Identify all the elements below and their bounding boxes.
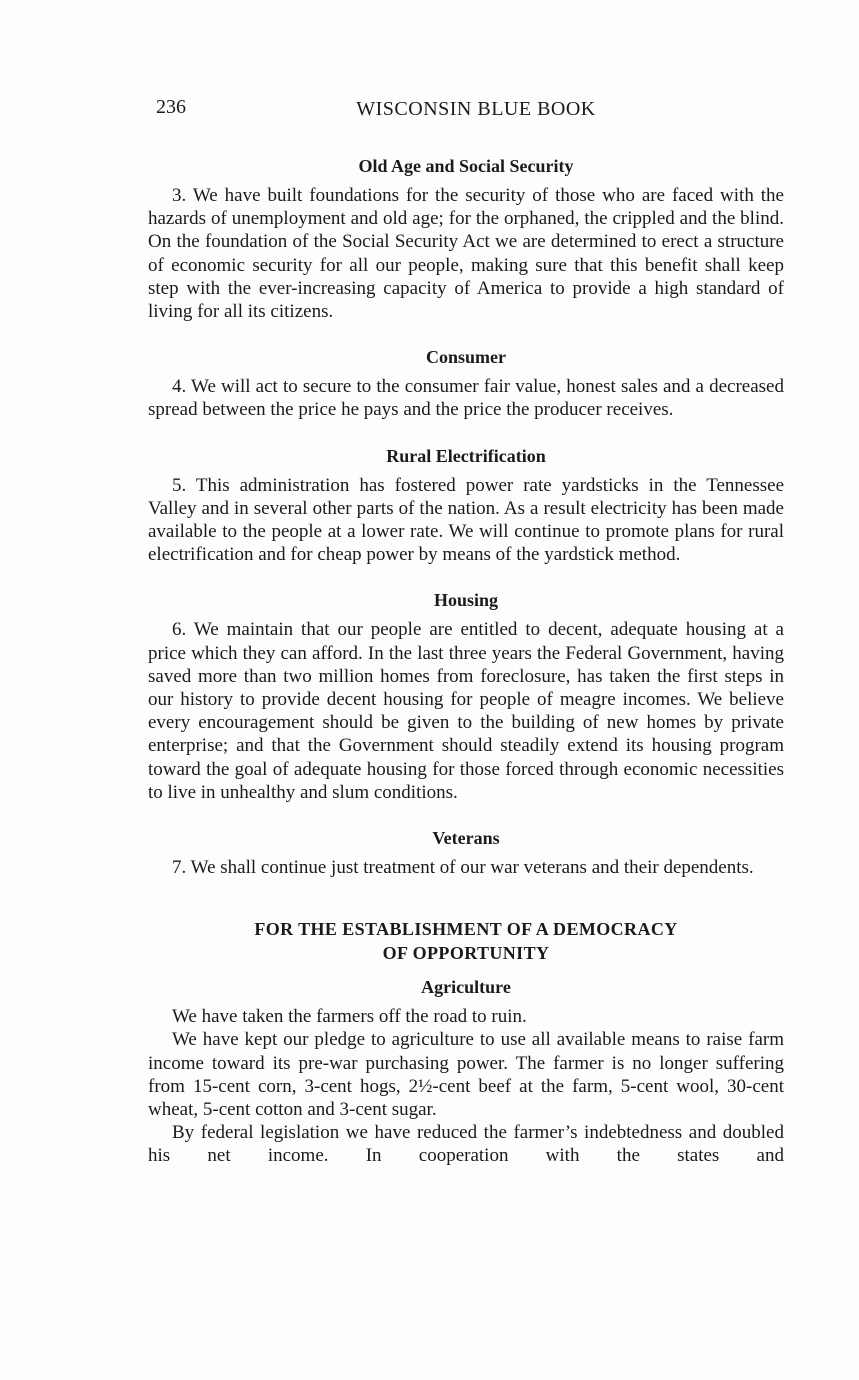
document-page <box>148 96 784 1168</box>
major-heading <box>148 917 784 965</box>
running-title: WISCONSIN BLUE BOOK <box>356 98 596 120</box>
running-head <box>148 96 784 126</box>
paragraph-rural-electrification: 5. This administration has fostered power rate yardsticks in the Tennessee Valley and in several other parts of the nation. As a result electricity has been made available to the people at a lower rate. We will continue to promote plans for rural electrification and for cheap power by means of the yardstick method. <box>148 474 784 566</box>
section-heading-veterans: Veterans <box>432 828 500 849</box>
paragraph-agriculture-1: We have taken the farmers off the road to ruin. <box>172 1006 527 1028</box>
paragraph-veterans: 7. We shall continue just treatment of our war veterans and their dependents. <box>172 857 754 879</box>
page-number: 236 <box>156 96 186 118</box>
section-heading-agriculture: Agriculture <box>421 977 511 998</box>
major-heading-line-2: OF OPPORTUNITY <box>382 943 550 964</box>
paragraph-agriculture-3: By federal legislation we have reduced the farmer’s indebtedness and doubled his net income. In cooperation with the states and <box>148 1122 784 1167</box>
paragraph-old-age: 3. We have built foundations for the security of those who are faced with the hazards of unemployment and old age; for the orphaned, the crippled and the blind. On the foundation of the Social Security Act we are determined to erect a structure of economic security for all our people, making sure that this benefit shall keep step with the ever-increasing capacity of America to provide a high standard of living for all its citizens. <box>148 185 784 323</box>
paragraph-consumer: 4. We will act to secure to the consumer fair value, honest sales and a decreased spread between the price he pays and the price the producer receives. <box>148 376 784 421</box>
section-heading-housing: Housing <box>433 590 499 611</box>
paragraph-agriculture-2: We have kept our pledge to agriculture to use all available means to raise farm income toward its pre-war purchasing power. The farmer is no longer suffering from 15-cent corn, 3-cent hogs, 2½-cent beef at the farm, 5-cent wool, 30-cent wheat, 5-cent cotton and 3-cent sugar. <box>148 1029 784 1121</box>
section-heading-old-age: Old Age and Social Security <box>358 156 574 176</box>
section-heading-rural-electrification: Rural Electrification <box>386 445 546 466</box>
section-heading-consumer: Consumer <box>426 347 506 368</box>
paragraph-housing: 6. We maintain that our people are entitled to decent, adequate housing at a price which they can afford. In the last three years the Federal Government, having saved more than two million homes from foreclosure, has taken the first steps in our history to provide decent housing for people of meagre incomes. We believe every encouragement should be given to the building of new homes by private enterprise; and that the Government should steadily extend its housing program toward the goal of adequate housing for those forced through economic necessities to live in unhealthy and slum conditions. <box>148 619 784 803</box>
major-heading-line-1: FOR THE ESTABLISHMENT OF A DEMOCRACY <box>254 919 678 940</box>
